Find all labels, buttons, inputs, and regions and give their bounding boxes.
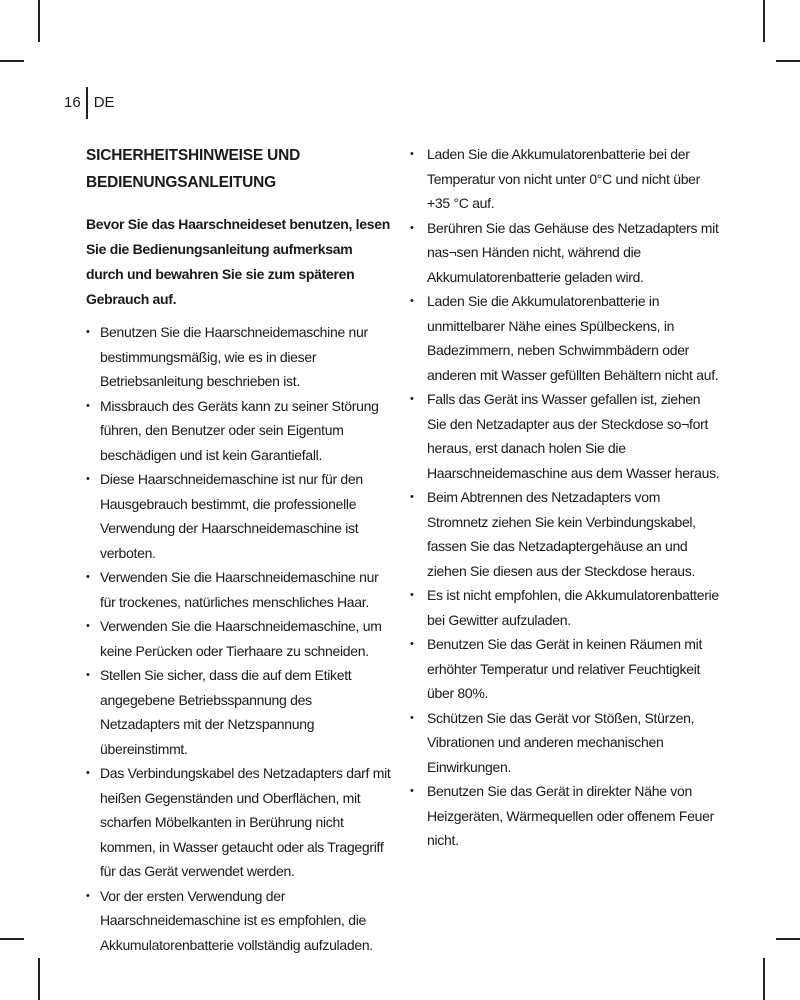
crop-mark-top-right-horizontal bbox=[776, 60, 800, 62]
crop-mark-top-left-horizontal bbox=[0, 60, 24, 62]
crop-mark-bottom-left bbox=[38, 958, 40, 1000]
list-item: • Beim Abtrennen des Netzadapters vom Stromnetz ziehen Sie kein Verbindungskabel, fassen Sie das Netzadaptergehäuse an und ziehen Sie diesen aus der Steckdose heraus. bbox=[410, 485, 720, 583]
right-column bbox=[410, 142, 720, 853]
left-column bbox=[86, 142, 391, 957]
list-item: • Laden Sie die Akkumulatorenbatterie in unmittelbarer Nähe eines Spülbeckens, in Badezimmern, neben Schwimmbädern oder anderen mit Wasser gefüllten Behältern nicht auf. bbox=[410, 289, 720, 387]
list-item: • Verwenden Sie die Haarschneidemaschine, um keine Perücken oder Tierhaare zu schneiden. bbox=[86, 614, 391, 663]
list-item: • Verwenden Sie die Haarschneidemaschine nur für trockenes, natürliches menschliches Haar. bbox=[86, 565, 391, 614]
list-item: • Berühren Sie das Gehäuse des Netzadapters mit nas¬sen Händen nicht, während die Akkumulatorenbatterie geladen wird. bbox=[410, 216, 720, 290]
page-title: SICHERHEITSHINWEISE UND BEDIENUNGSANLEITUNG bbox=[86, 147, 301, 191]
list-item: • Falls das Gerät ins Wasser gefallen ist, ziehen Sie den Netzadapter aus der Steckdose so¬fort heraus, erst danach holen Sie die Haarschneidemaschine aus dem Wasser heraus. bbox=[410, 387, 720, 485]
list-item: • Benutzen Sie die Haarschneidemaschine nur bestimmungsmäßig, wie es in dieser Betriebsanleitung beschrieben ist. bbox=[86, 320, 391, 394]
crop-mark-top-left bbox=[38, 0, 40, 42]
list-item: • Das Verbindungskabel des Netzadapters darf mit heißen Gegenständen und Oberflächen, mit scharfen Möbelkanten in Berührung nicht kommen, in Wasser getaucht oder als Tragegriff für das Gerät verwendet werden. bbox=[86, 761, 391, 884]
crop-mark-bottom-left-horizontal bbox=[0, 938, 24, 940]
list-item: • Es ist nicht empfohlen, die Akkumulatorenbatterie bei Gewitter aufzuladen. bbox=[410, 583, 720, 632]
intro-paragraph: Bevor Sie das Haarschneideset benutzen, lesen Sie die Bedienungsanleitung aufmerksam durch und bewahren Sie sie zum späteren Gebrauch auf. bbox=[86, 216, 390, 307]
list-item: • Laden Sie die Akkumulatorenbatterie bei der Temperatur von nicht unter 0°C und nicht über +35 °C auf. bbox=[410, 142, 720, 216]
header-divider bbox=[86, 87, 88, 119]
safety-list-left bbox=[86, 320, 391, 957]
safety-list-right bbox=[410, 142, 720, 853]
list-item: • Vor der ersten Verwendung der Haarschneidemaschine ist es empfohlen, die Akkumulatorenbatterie vollständig aufzuladen. bbox=[86, 884, 391, 958]
list-item: • Schützen Sie das Gerät vor Stößen, Stürzen, Vibrationen und anderen mechanischen Einwirkungen. bbox=[410, 706, 720, 780]
crop-mark-top-right bbox=[763, 0, 765, 42]
list-item: • Benutzen Sie das Gerät in keinen Räumen mit erhöhter Temperatur und relativer Feuchtigkeit über 80%. bbox=[410, 632, 720, 706]
language-code: DE bbox=[93, 94, 115, 111]
crop-mark-bottom-right-horizontal bbox=[776, 938, 800, 940]
list-item: • Stellen Sie sicher, dass die auf dem Etikett angegebene Betriebsspannung des Netzadapters mit der Netzspannung übereinstimmt. bbox=[86, 663, 391, 761]
list-item: • Benutzen Sie das Gerät in direkter Nähe von Heizgeräten, Wärmequellen oder offenem Feuer nicht. bbox=[410, 779, 720, 853]
list-item: • Missbrauch des Geräts kann zu seiner Störung führen, den Benutzer oder sein Eigentum beschädigen und ist kein Garantiefall. bbox=[86, 394, 391, 468]
page-header bbox=[64, 88, 115, 118]
crop-mark-bottom-right bbox=[763, 958, 765, 1000]
list-item: • Diese Haarschneidemaschine ist nur für den Hausgebrauch bestimmt, die professionelle Verwendung der Haarschneidemaschine ist verboten. bbox=[86, 467, 391, 565]
page-number: 16 bbox=[64, 94, 81, 111]
